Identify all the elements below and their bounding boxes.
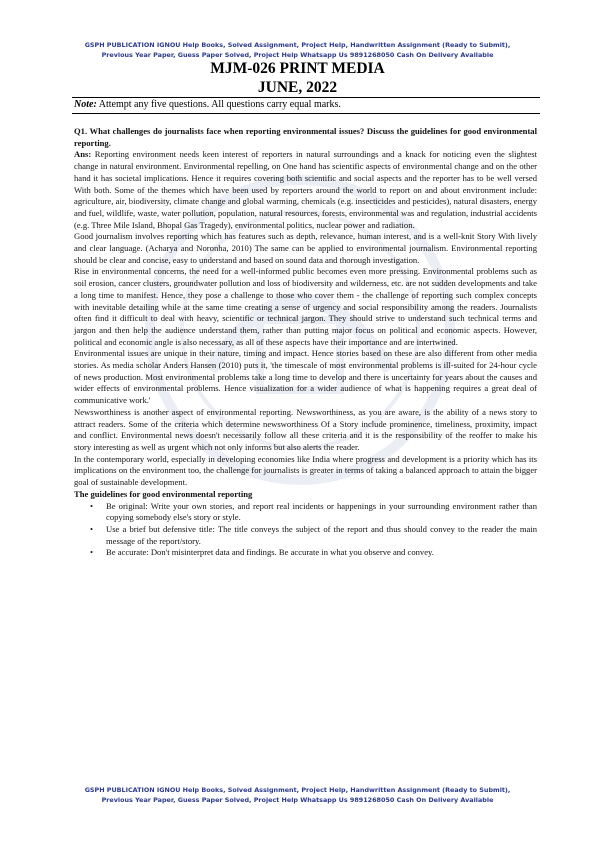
course-title: MJM-026 PRINT MEDIA bbox=[210, 60, 385, 77]
exam-note bbox=[74, 98, 538, 112]
answer-paragraph: Newsworthiness is another aspect of environmental reporting. Newsworthiness, as you are aware, is the ability of a news story to attract readers. Some of the criteria which determine newsworthiness Of a Story include prominence, timeliness, proximity, impact and conflict. Environmental news doesn't necessarily follow all these criteria and it is the responsibility of the reoffer to make his story interesting as well as urgent which not only informs but also alerts the reader. bbox=[74, 406, 537, 452]
answer-paragraph-text: Reporting environment needs keen interest of reporters in natural surroundings and a knack for noticing even the slightest change in natural environment. Environmental repelling, on One hand has scientific aspects of environmental change and on the other hand it has societal implications. Hence it requires covering both scientific and social aspects and the reporter has to be well versed With both. Some of the themes which have been used by reporters around the world to report on and about environment include: agriculture, air, biodiversity, climate change and global warming, chemicals (e.g. insecticides and pesticides), natural disasters, energy and fuel, wildlife, waste, water pollution, population, natural resources, forests, environmental was and regulation, industrial accidents (e.g. Three Mile Island, Bhopal Gas Tragedy), environmental politics, nuclear power and radiation. bbox=[74, 149, 537, 230]
answer-label: Ans: bbox=[74, 149, 92, 160]
publisher-banner-bottom bbox=[60, 785, 535, 805]
answer-paragraph bbox=[74, 149, 537, 231]
banner-line-1: GSPH PUBLICATION IGNOU Help Books, Solved Assignment, Project Help, Handwritten Assignment (Ready to Submit), bbox=[84, 41, 511, 49]
answer-paragraph: Rise in environmental concerns, the need for a well-informed public becomes even more pressing. Environmental problems such as soil erosion, cancer clusters, groundwater pollution and loss of biodiversity and wilderness, etc. are not sudden developments and take a long time to manifest. Hence, they pose a challenge to those who cover them - the challenge of reporting such complex concepts with inevitable detailing while at the same time creating a sense of urgency and social responsibility among the readers. Journalists often find it difficult to deal with heavy, scientific or technical jargon. They should strive to understand such technical terms and jargon and then help the audience understand them, rather than putting major focus on political and economic aspects. However, political and economic angle is also necessary, as all of these aspects have their importance and are intertwined. bbox=[74, 266, 537, 347]
answer-paragraph: Good journalism involves reporting which has features such as depth, relevance, human interest, and is a well-knit Story With lively and clear language. (Acharya and Noronha, 2010) The same can be applied to environmental journalism. Environmental reporting should be clear and concise, easy to understand and based on sound data and thorough investigation. bbox=[74, 231, 537, 265]
bullet-icon: • bbox=[90, 500, 94, 511]
guidelines-heading: The guidelines for good environmental reporting bbox=[74, 488, 253, 499]
banner-line-2: Previous Year Paper, Guess Paper Solved, Project Help Whatsapp Us 9891268050 Cash On Delivery Available bbox=[101, 796, 494, 804]
note-text: Attempt any five questions. All questions carry equal marks. bbox=[96, 99, 341, 110]
guidelines-list bbox=[74, 501, 537, 560]
publisher-banner-top bbox=[60, 40, 535, 60]
guideline-text: Be accurate: Don't misinterpret data and findings. Be accurate in what you observe and convey. bbox=[106, 547, 434, 558]
question-heading: Q1. What challenges do journalists face when reporting environmental issues? Discuss the guidelines for good environmental reporting. bbox=[74, 126, 537, 148]
banner-line-2: Previous Year Paper, Guess Paper Solved, Project Help Whatsapp Us 9891268050 Cash On Delivery Available bbox=[101, 51, 494, 59]
guideline-item bbox=[90, 547, 537, 559]
answer-paragraph: In the contemporary world, especially in developing economies like India where progress and development is a priority which has its implications on the environment too, the challenge for journalists is greater in terms of taking a balanced approach to attain the bigger goal of sustainable development. bbox=[74, 453, 537, 488]
guideline-text: Be original: Write your own stories, and report real incidents or happenings in your surrounding environment rather than copying somebody else's story or style. bbox=[106, 500, 537, 523]
note-rule-bottom bbox=[72, 113, 540, 114]
answer-paragraph: Environmental issues are unique in their nature, timing and impact. Hence stories based on these are also different from other media stories. As media scholar Anders Hansen (2010) puts it, 'the timescale of most environmental problems is ill-suited for 24-hour cycle of news production. Most environmental problems take a long time to develop and there is uncertainty for years about the causes and wider effects of environmental problems. Hence visualization for a wider audience of what is happening requires a great deal of communicative work.' bbox=[74, 348, 537, 406]
exam-session: JUNE, 2022 bbox=[257, 79, 338, 96]
banner-line-1: GSPH PUBLICATION IGNOU Help Books, Solved Assignment, Project Help, Handwritten Assignment (Ready to Submit), bbox=[84, 786, 511, 794]
guideline-item bbox=[90, 523, 537, 547]
guideline-item bbox=[90, 500, 537, 524]
note-label: Note: bbox=[74, 99, 97, 110]
answer-content bbox=[74, 126, 537, 559]
bullet-icon: • bbox=[90, 523, 94, 534]
guideline-text: Use a brief but defensive title: The title conveys the subject of the report and thus should convey to the reader the main message of the report/story. bbox=[106, 523, 537, 546]
bullet-icon: • bbox=[90, 547, 94, 558]
